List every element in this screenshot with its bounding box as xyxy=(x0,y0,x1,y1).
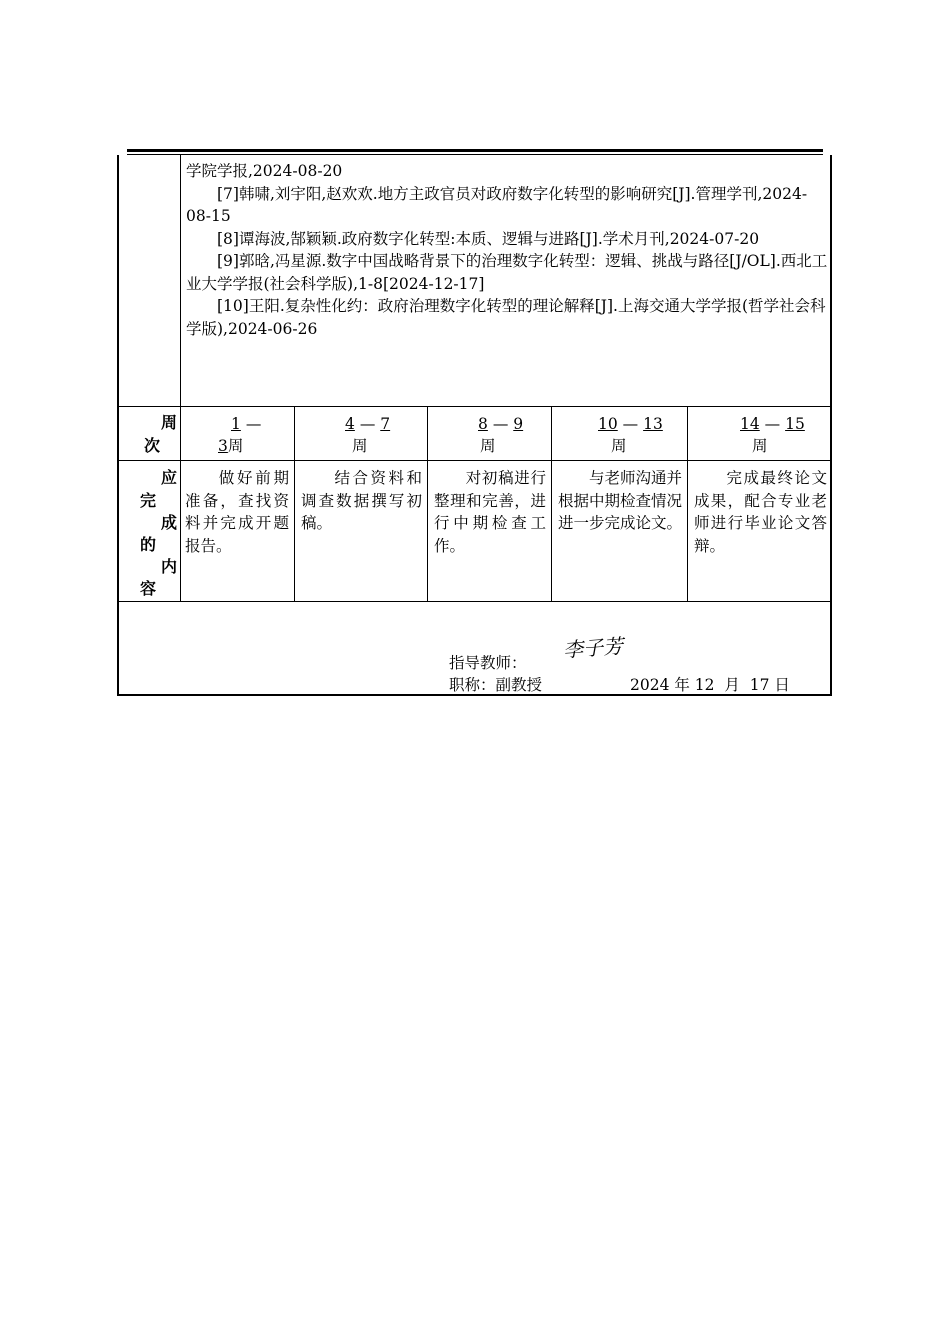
week-start: 10 xyxy=(598,415,618,433)
advisor-signature: 李子芳 xyxy=(562,633,624,663)
week-sep: — xyxy=(359,415,376,433)
task-cell-4 xyxy=(558,467,682,535)
week-range-3 xyxy=(478,413,523,435)
week-start: 14 xyxy=(740,415,760,433)
content-label-char: 完 xyxy=(140,491,157,510)
task-text: 与老师沟通并根据中期检查情况进一步完成论文。 xyxy=(558,469,683,532)
content-label-char: 应 xyxy=(161,468,178,487)
advisor-label: 指导教师： xyxy=(449,654,527,672)
week-range-2 xyxy=(345,413,390,435)
row-divider-weeks xyxy=(118,460,831,461)
references-list xyxy=(186,160,828,340)
week-label-2: 次 xyxy=(144,436,161,455)
week-start: 4 xyxy=(345,415,355,433)
week-end: 7 xyxy=(380,415,391,433)
content-label-char: 的 xyxy=(140,535,157,554)
week-end: 9 xyxy=(513,415,524,433)
week-range-4 xyxy=(598,413,663,435)
reference-item: [8]谭海波,郜颖颖.政府数字化转型:本质、逻辑与进路[J].学术月刊,2024-07-20 xyxy=(217,229,760,248)
task-cell-5 xyxy=(694,467,827,557)
task-cell-1 xyxy=(185,467,289,557)
week-unit: 周 xyxy=(227,437,244,455)
reference-item: [7]韩啸,刘宇阳,赵欢欢.地方主政官员对政府数字化转型的影响研究[J].管理学刊,2024-08-15 xyxy=(186,184,808,225)
reference-continuation: 学院学报,2024-08-20 xyxy=(186,162,343,180)
week-unit: 周 xyxy=(611,437,627,455)
col-divider-3 xyxy=(551,406,552,601)
week-range-1 xyxy=(231,413,261,435)
content-label-char: 成 xyxy=(161,513,178,532)
content-label-char: 容 xyxy=(140,579,157,598)
week-label-1: 周 xyxy=(161,413,178,432)
sign-date: 2024 年 12 月 17 日 xyxy=(630,676,790,694)
task-cell-2 xyxy=(301,467,422,535)
col-divider-1 xyxy=(294,406,295,601)
week-sep: — xyxy=(492,415,509,433)
task-cell-3 xyxy=(434,467,546,557)
col-divider-4 xyxy=(687,406,688,601)
week-end: 13 xyxy=(643,415,663,433)
week-sep: — xyxy=(764,415,781,433)
advisor-title: 职称：副教授 xyxy=(449,676,543,694)
week-sep: — xyxy=(245,415,262,433)
week-range-1-end xyxy=(218,435,243,457)
label-column-divider xyxy=(180,155,181,602)
week-end: 3 xyxy=(218,437,228,455)
week-unit: 周 xyxy=(480,437,496,455)
col-divider-2 xyxy=(427,406,428,601)
week-unit: 周 xyxy=(752,437,768,455)
content-label-char: 内 xyxy=(161,557,178,576)
reference-item: [10]王阳.复杂性化约：政府治理数字化转型的理论解释[J].上海交通大学学报(哲学社会科学版),2024-06-26 xyxy=(186,297,826,338)
week-start: 1 xyxy=(231,415,241,433)
week-end: 15 xyxy=(785,415,805,433)
task-text: 完成最终论文成果，配合专业老师进行毕业论文答辩。 xyxy=(694,469,827,555)
row-divider-tasks xyxy=(118,601,831,602)
task-text: 做好前期准备，查找资料并完成开题报告。 xyxy=(185,469,289,555)
week-sep: — xyxy=(622,415,639,433)
row-divider-refs xyxy=(118,406,831,407)
reference-item: [9]郭晗,冯星源.数字中国战略背景下的治理数字化转型：逻辑、挑战与路径[J/OL].西北工业大学学报(社会科学版),1-8[2024-12-17] xyxy=(186,252,828,293)
task-text: 结合资料和调查数据撰写初稿。 xyxy=(301,469,422,532)
week-range-5 xyxy=(740,413,805,435)
week-start: 8 xyxy=(478,415,488,433)
task-text: 对初稿进行整理和完善，进行中期检查工作。 xyxy=(434,469,546,555)
header-rule-thick xyxy=(127,149,823,152)
week-unit: 周 xyxy=(352,437,368,455)
